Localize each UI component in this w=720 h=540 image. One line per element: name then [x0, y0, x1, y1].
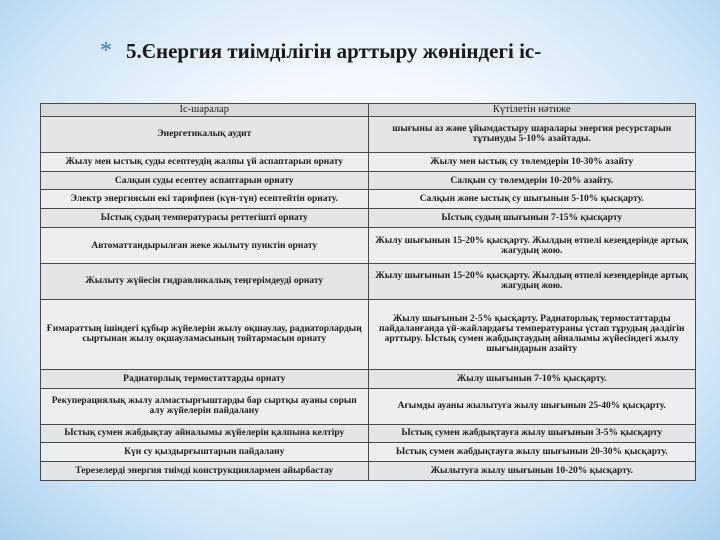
- measure-cell: Жылу мен ыстық суды есептеудің жалпы үй аспаптарын орнату: [41, 152, 369, 171]
- result-cell: Салқын су төлемдерін 10-20% азайту.: [368, 171, 696, 190]
- table-row: [41, 209, 696, 228]
- table-row: [41, 190, 696, 209]
- result-cell: Жылу шығынын 15-20% қысқарту. Жылдың өтпелі кезеңдерінде артық жагудың жою.: [368, 228, 696, 264]
- result-cell: Ыстық сумен жабдықтауға жылу шығынын 3-5% қысқарту: [368, 424, 696, 443]
- measure-cell: Радиаторлық термостаттарды орнату: [41, 369, 369, 388]
- measure-cell: Салқын суды есептеу аспаптарын орнату: [41, 171, 369, 190]
- table-row: [41, 228, 696, 264]
- measure-cell: Ыстық судың температурасы реттегішті орнату: [41, 209, 369, 228]
- table-row: [41, 424, 696, 443]
- measures-table-container: [40, 103, 696, 481]
- result-cell: Жылытуға жылу шығынын 10-20% қысқарту.: [368, 462, 696, 481]
- result-cell: Жылу мен ыстық су төлемдерін 10-30% азайту: [368, 152, 696, 171]
- result-cell: Ағымды ауаны жылытуға жылу шығынын 25-40% қысқарту.: [368, 388, 696, 424]
- measure-cell: Терезелерді энергия тиімді конструкциялармен айырбастау: [41, 462, 369, 481]
- result-cell: Жылу шығынын 7-10% қысқарту.: [368, 369, 696, 388]
- table-row: [41, 263, 696, 299]
- measure-cell: Автоматтандырылған жеке жылыту пунктін орнату: [41, 228, 369, 264]
- result-cell: Ыстық сумен жабдықтауға жылу шығынын 20-30% қысқарту.: [368, 443, 696, 462]
- title-bullet: *: [100, 38, 112, 64]
- table-row: [41, 299, 696, 369]
- table-row: [41, 117, 696, 153]
- table-row: [41, 462, 696, 481]
- measure-cell: Ғимараттың ішіндегі құбыр жүйелерін жылу оқшаулау, радиаторлардың сыртынан жылу оқшауламасының тойтармасын орнату: [41, 299, 369, 369]
- header-expected-result: Күтілетін нәтиже: [368, 104, 696, 117]
- measure-cell: Рекуперациялық жылу алмастырғыштарды бар сыртқы ауаны сорып алу жүйелерін пайдалану: [41, 388, 369, 424]
- result-cell: Салқын және ыстық су шығынын 5-10% қысқарту.: [368, 190, 696, 209]
- table-row: [41, 152, 696, 171]
- table-row: [41, 171, 696, 190]
- table-header-row: [41, 104, 696, 117]
- slide-title: [100, 38, 700, 65]
- measure-cell: Электр энергиясын екі тарифпен (күн-түн) есептейтін орнату.: [41, 190, 369, 209]
- measures-table: [40, 103, 696, 481]
- header-measures: Іс-шаралар: [41, 104, 369, 117]
- measure-cell: Ыстық сумен жабдықтау айналымы жүйелерін қалпына келтіру: [41, 424, 369, 443]
- slide-title-text: 5.Єнергия тиімділігін арттыру жөніндегі іс-: [126, 39, 542, 63]
- table-row: [41, 369, 696, 388]
- result-cell: Жылу шығынын 15-20% қысқарту. Жылдың өтпелі кезеңдерінде артық жагудың жою.: [368, 263, 696, 299]
- measure-cell: Энергетикалық аудит: [41, 117, 369, 153]
- measure-cell: Жылыту жүйесін гидравликалық теңгерімдеуді орнату: [41, 263, 369, 299]
- table-row: [41, 388, 696, 424]
- measure-cell: Күн су қыздырғыштарын пайдалану: [41, 443, 369, 462]
- result-cell: Жылу шығынын 2-5% қысқарту. Радиаторлық термостаттарды пайдаланғанда үй-жайлардағы температураны үстап тұрудың дәлдігін арттыру. Ыстық сумен жабдықтаудың айналымы жүйесіндегі жылу шығындарын азайту: [368, 299, 696, 369]
- table-row: [41, 443, 696, 462]
- result-cell: Ыстық судың шығынын 7-15% қысқарту: [368, 209, 696, 228]
- result-cell: шығыны аз және ұйымдастыру шаралары энергия ресурстарын тұтынуды 5-10% азайтады.: [368, 117, 696, 153]
